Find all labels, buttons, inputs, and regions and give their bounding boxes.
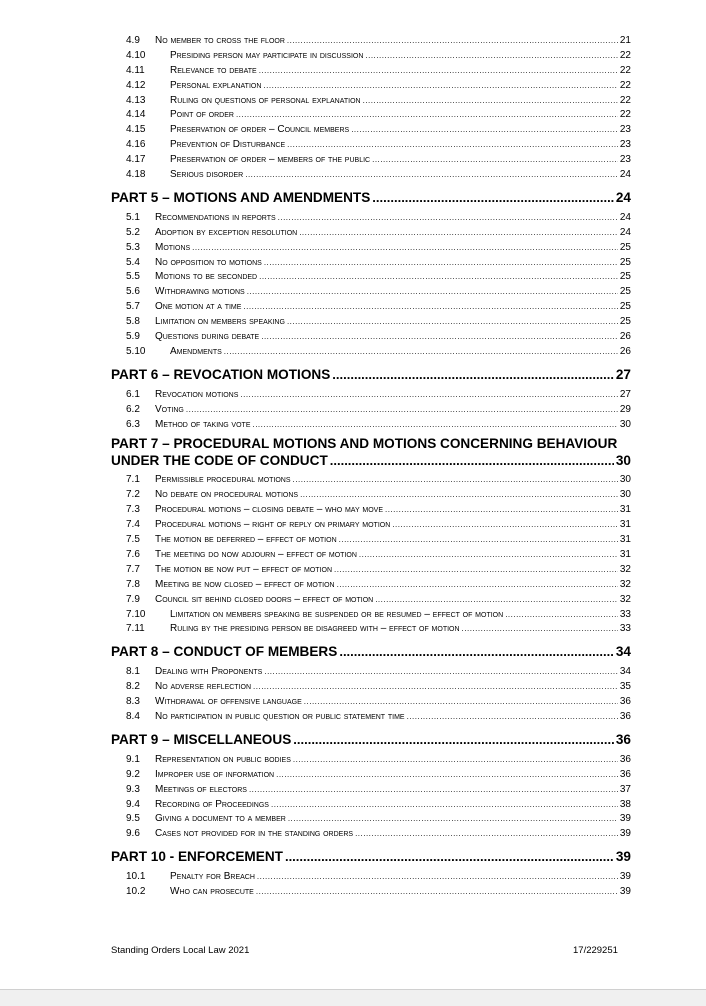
part-page: 27 [615, 366, 631, 382]
leader-dots [375, 593, 618, 608]
toc-entry[interactable] [111, 518, 631, 533]
toc-entry-number: 5.9 [126, 331, 140, 343]
toc-entry-title: Method of taking vote [155, 418, 251, 430]
leader-dots [271, 798, 618, 813]
toc-group-part9 [111, 753, 631, 842]
leader-dots [186, 403, 618, 418]
toc-entry[interactable] [111, 695, 631, 710]
toc-entry-number: 4.9 [126, 35, 140, 46]
toc-entry-number: 4.14 [126, 109, 146, 121]
leader-dots [407, 710, 618, 725]
part-page: 34 [615, 644, 631, 660]
toc-entry-page: 21 [619, 35, 631, 46]
toc-entry-page: 30 [619, 418, 631, 430]
toc-group-part7 [111, 473, 631, 637]
leader-dots [288, 812, 618, 827]
part-page: 39 [615, 849, 631, 865]
toc-entry-page: 36 [619, 696, 631, 708]
toc-entry-title: Relevance to debate [170, 64, 257, 76]
toc-entry-title: Recommendations in reports [155, 211, 276, 223]
toc-entry[interactable] [111, 798, 631, 813]
toc-entry-title: Ruling on questions of personal explanation [170, 94, 361, 106]
toc-entry-number: 6.1 [126, 388, 140, 400]
leader-dots [505, 608, 618, 623]
toc-entry[interactable] [111, 827, 631, 842]
toc-entry-title: Permissible procedural motions [155, 474, 291, 486]
toc-entry[interactable] [111, 241, 631, 256]
toc-entry-page: 24 [619, 226, 631, 238]
leader-dots [259, 64, 618, 79]
toc-entry-page: 30 [619, 489, 631, 501]
leader-dots [236, 108, 618, 123]
toc-entry-number: 10.1 [126, 871, 146, 883]
toc-entry-number: 5.4 [126, 256, 140, 268]
toc-entry-title: Prevention of Disturbance [170, 139, 286, 151]
toc-entry-title: Questions during debate [155, 331, 260, 343]
toc-entry-title: No participation in public question or public statement time [155, 710, 405, 722]
toc-entry-title: Limitation on members speaking be suspended or be resumed – effect of motion [170, 608, 504, 620]
toc-entry[interactable] [111, 608, 631, 623]
toc-entry[interactable] [111, 138, 631, 153]
leader-dots [278, 211, 618, 226]
toc-entry[interactable] [111, 211, 631, 226]
toc-part-heading[interactable] [111, 436, 631, 469]
toc-entry-title: Who can prosecute [170, 886, 254, 898]
leader-dots [385, 503, 618, 518]
toc-entry-title: Meetings of electors [155, 783, 247, 795]
leader-dots [253, 680, 618, 695]
toc-entry-title: No adverse reflection [155, 681, 252, 693]
toc-entry-page: 23 [619, 154, 631, 166]
toc-entry-title: No opposition to motions [155, 256, 262, 268]
toc-entry-title: No member to cross the floor [155, 35, 285, 46]
toc-part-heading[interactable] [111, 643, 631, 660]
part-page: 30 [615, 452, 631, 468]
toc-entry-page: 26 [619, 331, 631, 343]
toc-entry-page: 31 [619, 519, 631, 531]
leader-dots [257, 870, 618, 885]
toc-entry-number: 7.4 [126, 519, 140, 531]
toc-entry[interactable] [111, 710, 631, 725]
toc-entry[interactable] [111, 108, 631, 123]
toc-entry-page: 35 [619, 681, 631, 693]
toc-entry[interactable] [111, 753, 631, 768]
leader-dots [351, 123, 618, 138]
toc-entry[interactable] [111, 153, 631, 168]
toc-entry-number: 7.2 [126, 489, 140, 501]
toc-entry-page: 36 [619, 768, 631, 780]
leader-dots [339, 533, 618, 548]
toc-entry-number: 8.2 [126, 681, 140, 693]
toc-entry-page: 37 [619, 783, 631, 795]
toc-entry[interactable] [111, 345, 631, 360]
part-title: PART 10 - ENFORCEMENT [111, 849, 283, 865]
toc-entry[interactable] [111, 168, 631, 183]
toc-entry[interactable] [111, 285, 631, 300]
part-title-line2: UNDER THE CODE OF CONDUCT [111, 452, 328, 468]
toc-entry-number: 9.3 [126, 783, 140, 795]
toc-entry-number: 4.12 [126, 79, 146, 91]
toc-entry-number: 5.1 [126, 211, 140, 223]
leader-dots [287, 138, 618, 153]
toc-part-heading[interactable] [111, 366, 631, 383]
toc-entry-title: Amendments [170, 345, 222, 357]
leader-dots [304, 695, 618, 710]
toc-part-heading[interactable] [111, 848, 631, 865]
toc-entry-page: 39 [619, 813, 631, 825]
leader-dots [372, 189, 614, 206]
toc-entry-title: Limitation on members speaking [155, 316, 285, 328]
toc-entry-number: 7.7 [126, 563, 140, 575]
toc-entry[interactable] [111, 503, 631, 518]
toc-entry[interactable] [111, 418, 631, 433]
leader-dots [240, 388, 618, 403]
page-bottom-band [0, 989, 706, 1006]
toc-entry[interactable] [111, 885, 631, 900]
leader-dots [192, 241, 618, 256]
toc-entry-page: 29 [619, 403, 631, 415]
toc-entry-title: Withdrawal of offensive language [155, 696, 302, 708]
toc-entry-page: 32 [619, 578, 631, 590]
leader-dots [276, 768, 618, 783]
toc-entry-page: 32 [619, 563, 631, 575]
toc-entry-page: 22 [619, 49, 631, 61]
toc-entry-title: Voting [155, 403, 184, 415]
toc-group-part4 [111, 34, 631, 183]
leader-dots [264, 256, 618, 271]
leader-dots [355, 827, 618, 842]
part-page: 36 [615, 731, 631, 747]
toc-entry-number: 5.7 [126, 301, 140, 313]
toc-entry-page: 36 [619, 753, 631, 765]
leader-dots [372, 153, 618, 168]
toc-entry-title: No debate on procedural motions [155, 489, 299, 501]
table-of-contents [111, 34, 631, 900]
leader-dots [256, 885, 618, 900]
toc-entry-title: Improper use of information [155, 768, 275, 780]
toc-entry-number: 7.6 [126, 548, 140, 560]
leader-dots [224, 345, 618, 360]
toc-entry-title: Serious disorder [170, 169, 244, 181]
toc-entry-number: 9.1 [126, 753, 140, 765]
toc-entry-page: 25 [619, 256, 631, 268]
toc-entry[interactable] [111, 403, 631, 418]
toc-entry-title: One motion at a time [155, 301, 242, 313]
leader-dots [245, 168, 618, 183]
toc-entry[interactable] [111, 578, 631, 593]
toc-group-part8 [111, 665, 631, 725]
leader-dots [252, 418, 617, 433]
toc-entry-page: 22 [619, 79, 631, 91]
toc-entry[interactable] [111, 665, 631, 680]
toc-entry-number: 7.3 [126, 504, 140, 516]
toc-entry[interactable] [111, 330, 631, 345]
toc-entry-title: Revocation motions [155, 388, 239, 400]
toc-entry-title: Presiding person may participate in discussion [170, 49, 364, 61]
toc-entry-title: Representation on public bodies [155, 753, 291, 765]
toc-entry-title: Motions [155, 241, 191, 253]
toc-entry[interactable] [111, 783, 631, 798]
toc-entry-number: 4.18 [126, 169, 146, 181]
toc-entry-title: The meeting do now adjourn – effect of motion [155, 548, 357, 560]
toc-entry-number: 5.10 [126, 345, 146, 357]
toc-entry-number: 8.4 [126, 710, 140, 722]
toc-entry-number: 4.15 [126, 124, 146, 136]
toc-entry-page: 31 [619, 548, 631, 560]
leader-dots [334, 563, 618, 578]
toc-entry-number: 9.5 [126, 813, 140, 825]
toc-entry-number: 7.9 [126, 593, 140, 605]
toc-entry-page: 34 [619, 666, 631, 678]
toc-entry-page: 25 [619, 286, 631, 298]
toc-entry[interactable] [111, 768, 631, 783]
leader-dots [264, 665, 618, 680]
toc-entry-number: 5.5 [126, 271, 140, 283]
toc-entry-title: Procedural motions – closing debate – who may move [155, 504, 384, 516]
leader-dots [332, 366, 614, 383]
toc-entry[interactable] [111, 94, 631, 109]
leader-dots [263, 79, 617, 94]
toc-entry-title: Giving a document to a member [155, 813, 286, 825]
toc-entry-page: 39 [619, 871, 631, 883]
leader-dots [462, 622, 618, 637]
toc-entry-number: 9.4 [126, 798, 140, 810]
part-title: PART 5 – MOTIONS AND AMENDMENTS [111, 189, 371, 205]
toc-part-heading[interactable] [111, 731, 631, 748]
toc-entry-number: 5.8 [126, 316, 140, 328]
leader-dots [363, 94, 618, 109]
toc-entry-number: 4.13 [126, 94, 146, 106]
toc-entry-page: 39 [619, 828, 631, 840]
part-title-line1: PART 7 – PROCEDURAL MOTIONS AND MOTIONS CONCERNING BEHAVIOUR [111, 436, 618, 452]
toc-group-part5 [111, 211, 631, 360]
toc-entry-page: 23 [619, 124, 631, 136]
part-page: 24 [615, 189, 631, 205]
toc-entry[interactable] [111, 300, 631, 315]
toc-entry[interactable] [111, 812, 631, 827]
toc-entry-number: 4.11 [126, 64, 145, 76]
toc-entry-page: 25 [619, 316, 631, 328]
leader-dots [287, 315, 618, 330]
toc-entry-page: 25 [619, 241, 631, 253]
leader-dots [392, 518, 618, 533]
toc-entry-title: The motion be deferred – effect of motion [155, 534, 337, 546]
toc-entry-page: 30 [619, 474, 631, 486]
leader-dots [339, 643, 614, 660]
toc-group-part10 [111, 870, 631, 900]
toc-entry-title: Recording of Proceedings [155, 798, 269, 810]
toc-entry[interactable] [111, 226, 631, 241]
toc-entry[interactable] [111, 388, 631, 403]
toc-entry-title: Ruling by the presiding person be disagreed with – effect of motion [170, 623, 460, 635]
toc-entry-page: 25 [619, 271, 631, 283]
toc-group-part6 [111, 388, 631, 433]
part-title: PART 9 – MISCELLANEOUS [111, 731, 292, 747]
toc-entry-number: 7.8 [126, 578, 140, 590]
toc-entry-title: Withdrawing motions [155, 286, 245, 298]
toc-entry[interactable] [111, 256, 631, 271]
toc-entry[interactable] [111, 79, 631, 94]
toc-entry-page: 31 [619, 504, 631, 516]
toc-entry-title: Adoption by exception resolution [155, 226, 298, 238]
toc-entry[interactable] [111, 34, 631, 49]
toc-entry-number: 5.2 [126, 226, 140, 238]
toc-entry-page: 39 [619, 886, 631, 898]
toc-entry-title: Meeting be now closed – effect of motion [155, 578, 335, 590]
leader-dots [365, 49, 617, 64]
leader-dots [337, 578, 618, 593]
toc-entry[interactable] [111, 870, 631, 885]
toc-entry-title: Personal explanation [170, 79, 262, 91]
toc-entry-page: 24 [619, 169, 631, 181]
toc-entry-page: 22 [619, 109, 631, 121]
toc-entry-page: 22 [619, 94, 631, 106]
toc-entry-title: Council sit behind closed doors – effect of motion [155, 593, 374, 605]
toc-entry-title: Preservation of order – members of the public [170, 154, 371, 166]
toc-entry[interactable] [111, 548, 631, 563]
toc-entry-number: 9.6 [126, 828, 140, 840]
toc-entry-page: 31 [619, 534, 631, 546]
toc-entry-number: 4.17 [126, 154, 146, 166]
toc-entry-page: 32 [619, 593, 631, 605]
toc-entry[interactable] [111, 315, 631, 330]
toc-entry-number: 7.5 [126, 534, 140, 546]
toc-entry-number: 10.2 [126, 886, 146, 898]
leader-dots [293, 753, 618, 768]
part-title: PART 6 – REVOCATION MOTIONS [111, 366, 331, 382]
leader-dots [299, 226, 618, 241]
toc-entry[interactable] [111, 593, 631, 608]
toc-entry-title: Cases not provided for in the standing orders [155, 828, 354, 840]
toc-entry[interactable] [111, 533, 631, 548]
toc-entry-title: Penalty for Breach [170, 871, 255, 883]
toc-entry[interactable] [111, 563, 631, 578]
toc-entry-title: Preservation of order – Council members [170, 124, 350, 136]
toc-entry-number: 4.16 [126, 139, 146, 151]
toc-entry-title: Point of order [170, 109, 234, 121]
toc-entry-number: 7.11 [126, 623, 145, 635]
toc-entry-number: 6.2 [126, 403, 140, 415]
toc-entry-number: 5.6 [126, 286, 140, 298]
toc-entry-page: 26 [619, 345, 631, 357]
toc-entry-number: 6.3 [126, 418, 140, 430]
toc-entry[interactable] [111, 270, 631, 285]
toc-entry-title: Motions to be seconded [155, 271, 258, 283]
toc-entry-title: Dealing with Proponents [155, 666, 263, 678]
toc-entry-number: 8.3 [126, 696, 140, 708]
leader-dots [261, 330, 618, 345]
toc-entry[interactable] [111, 680, 631, 695]
toc-entry-page: 33 [619, 608, 631, 620]
leader-dots [330, 453, 614, 470]
toc-entry[interactable] [111, 473, 631, 488]
toc-entry-number: 7.10 [126, 608, 146, 620]
part-title: PART 8 – CONDUCT OF MEMBERS [111, 644, 338, 660]
toc-part-heading[interactable] [111, 189, 631, 206]
leader-dots [287, 34, 618, 49]
leader-dots [247, 285, 618, 300]
toc-entry[interactable] [111, 123, 631, 138]
footer-document-title: Standing Orders Local Law 2021 [111, 945, 250, 956]
leader-dots [285, 848, 614, 865]
toc-entry-page: 23 [619, 139, 631, 151]
toc-entry-page: 25 [619, 301, 631, 313]
toc-entry-page: 33 [619, 623, 631, 635]
toc-entry[interactable] [111, 49, 631, 64]
toc-entry[interactable] [111, 488, 631, 503]
toc-entry-page: 36 [619, 710, 631, 722]
leader-dots [300, 488, 618, 503]
leader-dots [293, 731, 614, 748]
toc-entry-number: 5.3 [126, 241, 140, 253]
leader-dots [259, 270, 618, 285]
toc-entry-page: 27 [619, 388, 631, 400]
leader-dots [249, 783, 618, 798]
leader-dots [293, 473, 618, 488]
toc-entry-number: 8.1 [126, 666, 140, 678]
toc-entry-page: 22 [619, 64, 631, 76]
toc-entry[interactable] [111, 64, 631, 79]
leader-dots [359, 548, 618, 563]
toc-entry-number: 7.1 [126, 474, 140, 486]
toc-entry[interactable] [111, 622, 631, 637]
toc-entry-title: Procedural motions – right of reply on primary motion [155, 519, 391, 531]
footer-reference-number: 17/229251 [573, 945, 618, 956]
toc-entry-number: 4.10 [126, 49, 146, 61]
toc-entry-number: 9.2 [126, 768, 140, 780]
toc-entry-page: 24 [619, 211, 631, 223]
toc-entry-page: 38 [619, 798, 631, 810]
leader-dots [243, 300, 617, 315]
toc-entry-title: The motion be now put – effect of motion [155, 563, 332, 575]
